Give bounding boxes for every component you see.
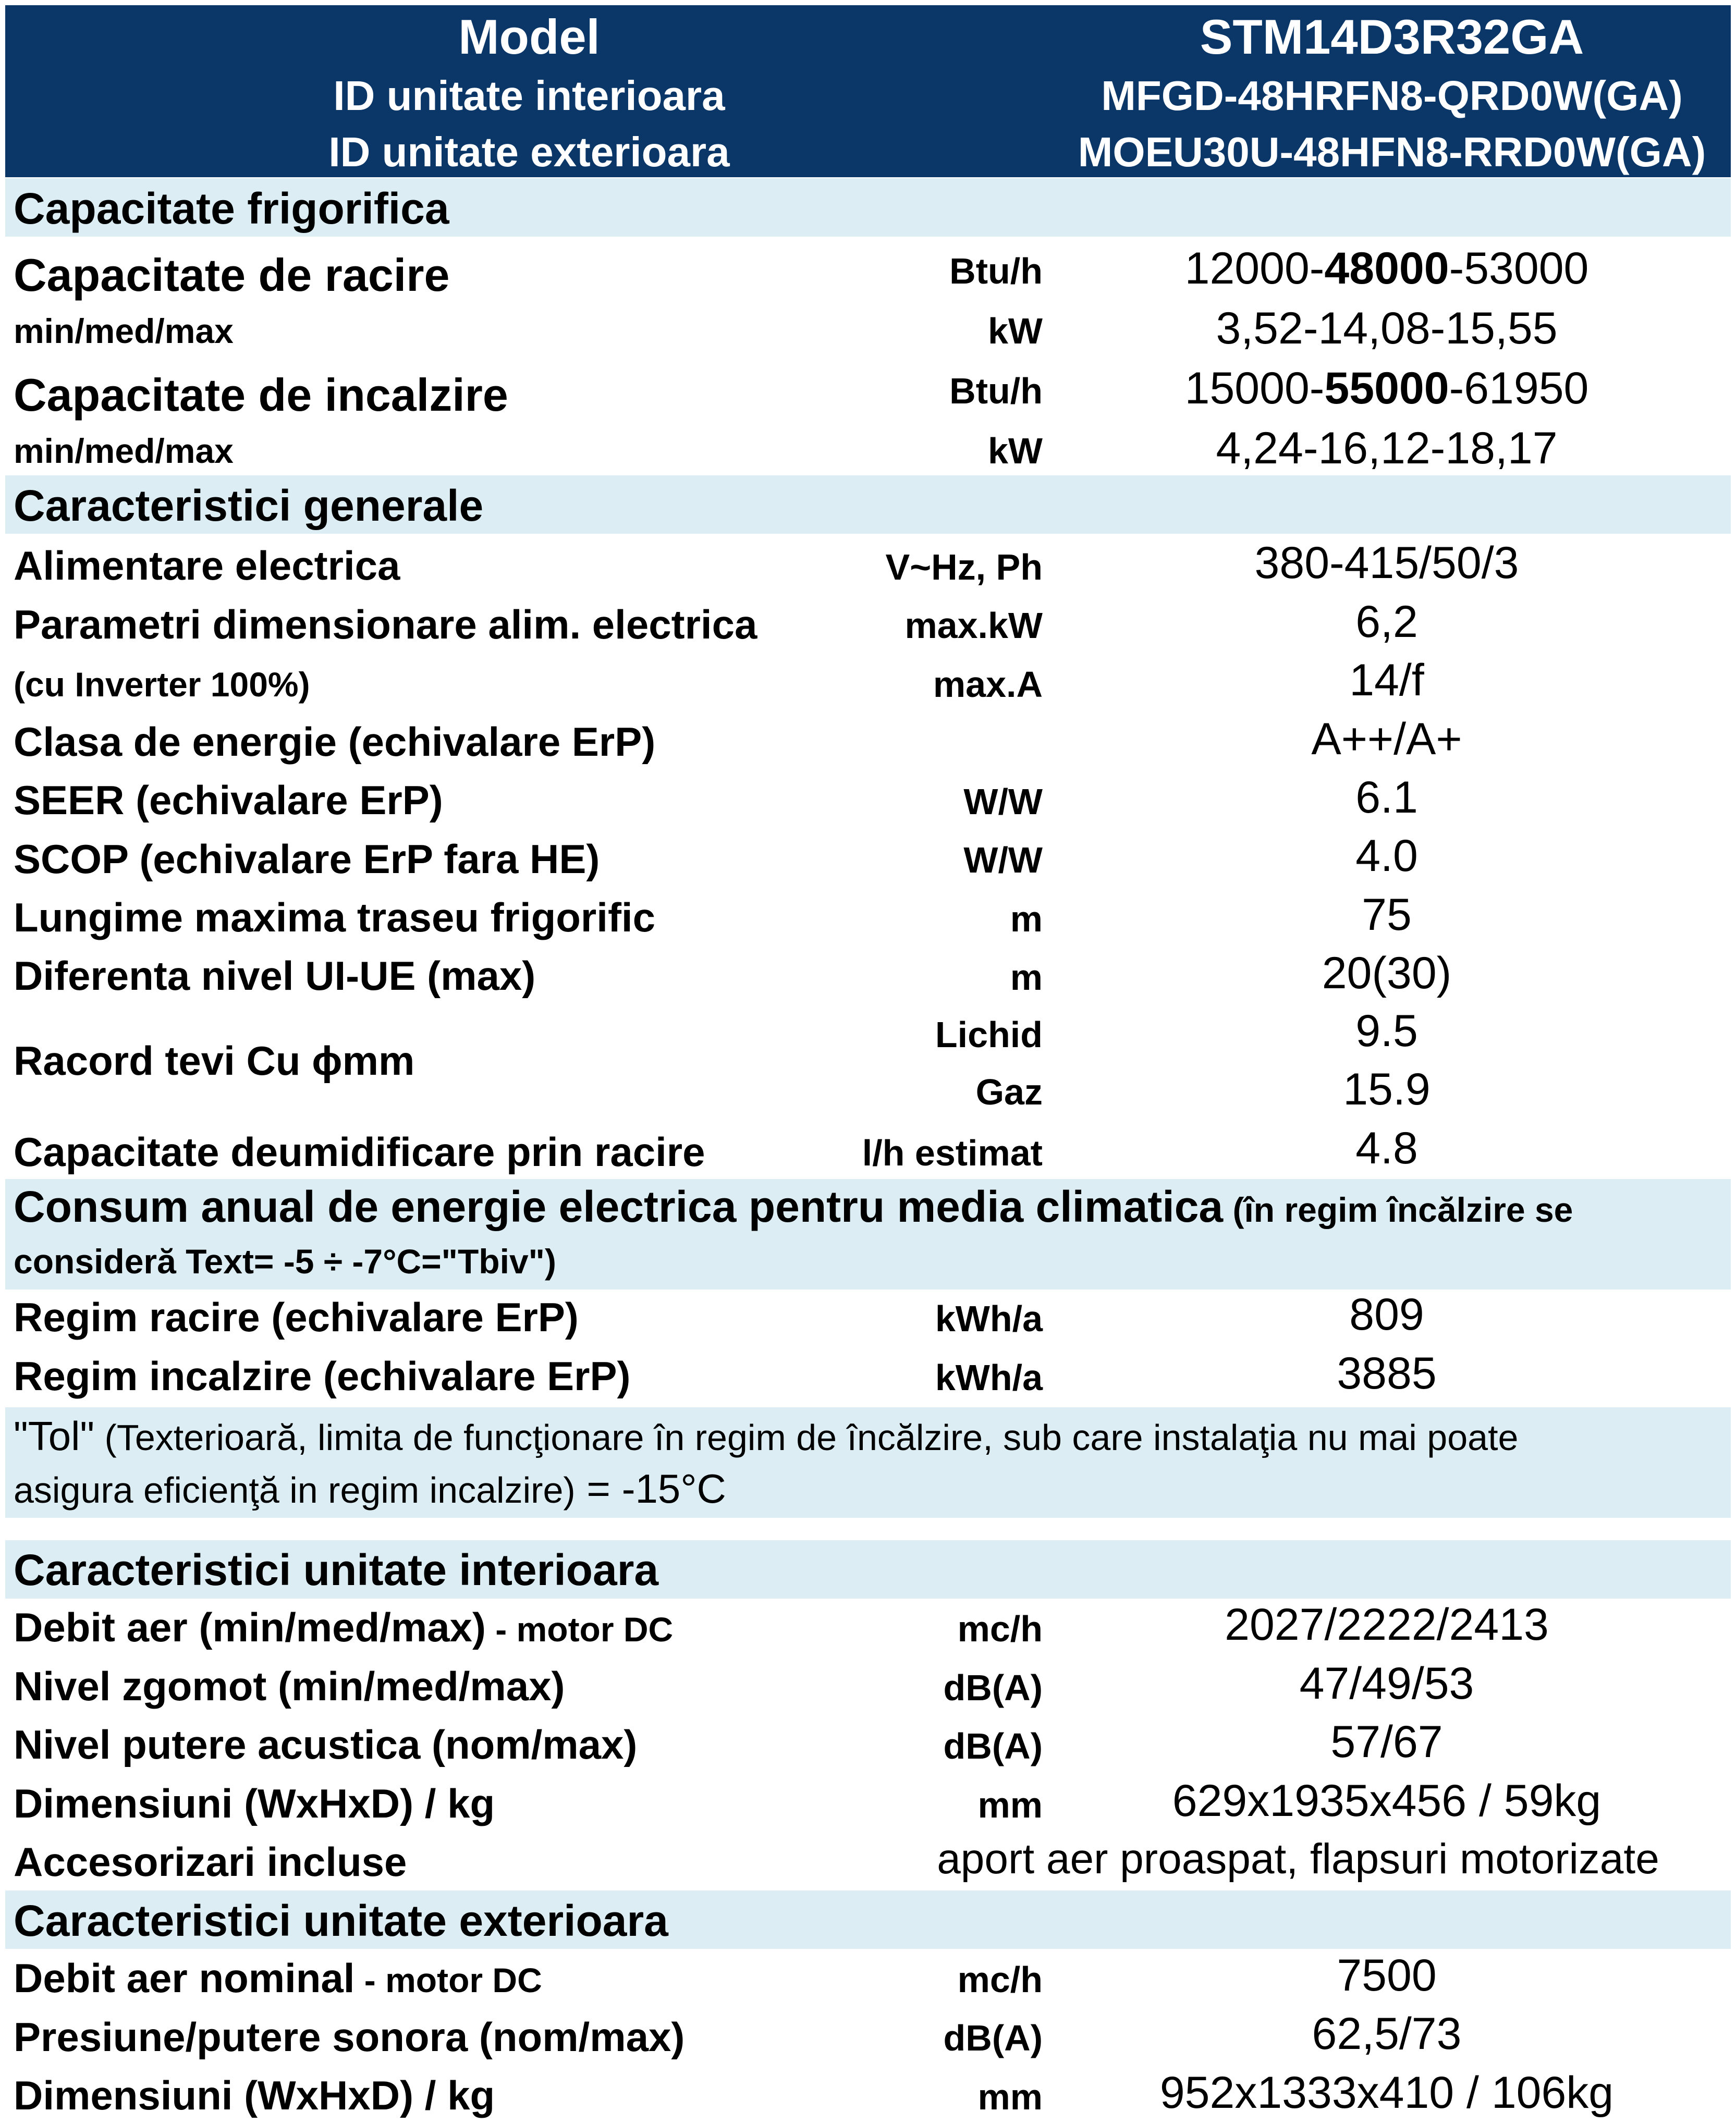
cooling-kw-unit: kW: [988, 311, 1043, 351]
sizing-value: 6,2: [1355, 597, 1418, 647]
header-band: [5, 5, 1731, 177]
power-supply-label: Alimentare electrica: [14, 543, 400, 588]
indoor-dimensions-label: Dimensiuni (WxHxD) / kg: [14, 1781, 495, 1826]
sizing-unit: max.kW: [904, 605, 1043, 646]
gas-value: 15.9: [1343, 1064, 1431, 1114]
indoor-airflow-unit: mc/h: [957, 1609, 1043, 1649]
annual-heating-value: 3885: [1337, 1348, 1437, 1398]
tol-note-line-1: "Tol" (Texterioară, limita de funcţionare în regim de încălzire, sub care instalaţia nu mai poate: [14, 1413, 1519, 1459]
seer-label: SEER (echivalare ErP): [14, 777, 443, 823]
annual-cooling-label: Regim racire (echivalare ErP): [14, 1294, 579, 1340]
cooling-btu-value: 12000-48000-53000: [1184, 243, 1589, 293]
indoor-id-value: MFGD-48HRFN8-QRD0W(GA): [1101, 72, 1683, 119]
annual-heating-label: Regim incalzire (echivalare ErP): [14, 1353, 631, 1399]
heating-btu-unit: Btu/h: [949, 371, 1043, 411]
indoor-id-label: ID unitate interioara: [333, 72, 725, 119]
outdoor-pressure-unit: dB(A): [943, 2018, 1043, 2058]
inverter-value: 14/f: [1349, 655, 1424, 705]
heating-capacity-sub: min/med/max: [14, 432, 234, 470]
outdoor-airflow-label: Debit aer nominal - motor DC: [14, 1955, 542, 2001]
indoor-sound-power-label: Nivel putere acustica (nom/max): [14, 1722, 638, 1767]
outdoor-pressure-label: Presiune/putere sonora (nom/max): [14, 2014, 685, 2060]
scop-unit: W/W: [963, 840, 1043, 880]
level-diff-value: 20(30): [1322, 948, 1452, 998]
section-title-annual-note: consideră Text= -5 ÷ -7°C="Tbiv"): [14, 1242, 556, 1281]
dehumidification-value: 4.8: [1355, 1123, 1418, 1173]
section-title-capacity: Capacitate frigorifica: [14, 184, 449, 233]
indoor-dimensions-value: 629x1935x456 / 59kg: [1172, 1776, 1601, 1826]
pipe-length-value: 75: [1362, 890, 1412, 940]
heating-btu-value: 15000-55000-61950: [1184, 363, 1589, 413]
seer-value: 6.1: [1355, 772, 1418, 822]
indoor-airflow-value: 2027/2222/2413: [1225, 1600, 1549, 1650]
indoor-noise-label: Nivel zgomot (min/med/max): [14, 1663, 565, 1709]
sizing-label: Parametri dimensionare alim. electrica: [14, 601, 757, 647]
indoor-airflow-label: Debit aer (min/med/max) - motor DC: [14, 1604, 674, 1650]
cooling-kw-value: 3,52-14,08-15,55: [1216, 303, 1558, 353]
tol-note-line-2: asigura eficienţă in regim incalzire) = -15°C: [14, 1466, 726, 1512]
section-title-outdoor: Caracteristici unitate exterioara: [14, 1896, 668, 1945]
power-supply-value: 380-415/50/3: [1254, 538, 1519, 588]
outdoor-id-value: MOEU30U-48HFN8-RRD0W(GA): [1078, 129, 1706, 175]
model-value: STM14D3R32GA: [1200, 9, 1584, 64]
indoor-noise-unit: dB(A): [943, 1667, 1043, 1708]
pipe-length-unit: m: [1010, 899, 1043, 939]
outdoor-id-label: ID unitate exterioara: [328, 129, 730, 175]
seer-unit: W/W: [963, 781, 1043, 822]
section-title-annual: Consum anual de energie electrica pentru media climatica (în regim încălzire se: [14, 1182, 1573, 1231]
outdoor-dimensions-unit: mm: [977, 2077, 1043, 2117]
liquid-value: 9.5: [1355, 1006, 1418, 1056]
heating-capacity-label: Capacitate de incalzire: [14, 369, 508, 421]
pipe-length-label: Lungime maxima traseu frigorific: [14, 894, 655, 940]
outdoor-dimensions-value: 952x1333x410 / 106kg: [1159, 2068, 1614, 2118]
scop-value: 4.0: [1355, 831, 1418, 881]
power-supply-unit: V~Hz, Ph: [885, 547, 1043, 587]
cooling-capacity-sub: min/med/max: [14, 312, 234, 350]
indoor-noise-value: 47/49/53: [1299, 1659, 1474, 1709]
inverter-label: (cu Inverter 100%): [14, 665, 310, 704]
scop-label: SCOP (echivalare ErP fara HE): [14, 836, 600, 882]
heating-kw-value: 4,24-16,12-18,17: [1216, 423, 1558, 473]
indoor-sound-power-unit: dB(A): [943, 1726, 1043, 1766]
pipe-connection-label: Racord tevi Cu ϕmm: [14, 1038, 415, 1084]
inverter-unit: max.A: [933, 664, 1043, 705]
outdoor-dimensions-label: Dimensiuni (WxHxD) / kg: [14, 2072, 495, 2118]
annual-cooling-unit: kWh/a: [935, 1298, 1043, 1339]
outdoor-pressure-value: 62,5/73: [1312, 2009, 1462, 2059]
section-title-indoor: Caracteristici unitate interioara: [14, 1545, 659, 1594]
dehumidification-label: Capacitate deumidificare prin racire: [14, 1129, 705, 1175]
level-diff-label: Diferenta nivel UI-UE (max): [14, 953, 536, 999]
annual-cooling-value: 809: [1349, 1290, 1424, 1340]
indoor-accessories-label: Accesorizari incluse: [14, 1839, 407, 1885]
annual-heating-unit: kWh/a: [935, 1357, 1043, 1398]
outdoor-airflow-unit: mc/h: [957, 1959, 1043, 2000]
cooling-capacity-label: Capacitate de racire: [14, 249, 450, 301]
gas-unit: Gaz: [975, 1072, 1043, 1112]
model-label: Model: [458, 9, 600, 64]
heating-kw-unit: kW: [988, 431, 1043, 471]
indoor-dimensions-unit: mm: [977, 1785, 1043, 1825]
level-diff-unit: m: [1010, 957, 1043, 998]
indoor-accessories-value: aport aer proaspat, flapsuri motorizate: [937, 1835, 1659, 1883]
energy-class-label: Clasa de energie (echivalare ErP): [14, 719, 656, 765]
dehumidification-unit: l/h estimat: [862, 1133, 1043, 1173]
outdoor-airflow-value: 7500: [1337, 1950, 1437, 2000]
liquid-unit: Lichid: [935, 1014, 1043, 1055]
cooling-btu-unit: Btu/h: [949, 251, 1043, 291]
indoor-sound-power-value: 57/67: [1330, 1717, 1443, 1767]
energy-class-value: A++/A+: [1311, 714, 1462, 764]
section-title-general: Caracteristici generale: [14, 481, 484, 530]
